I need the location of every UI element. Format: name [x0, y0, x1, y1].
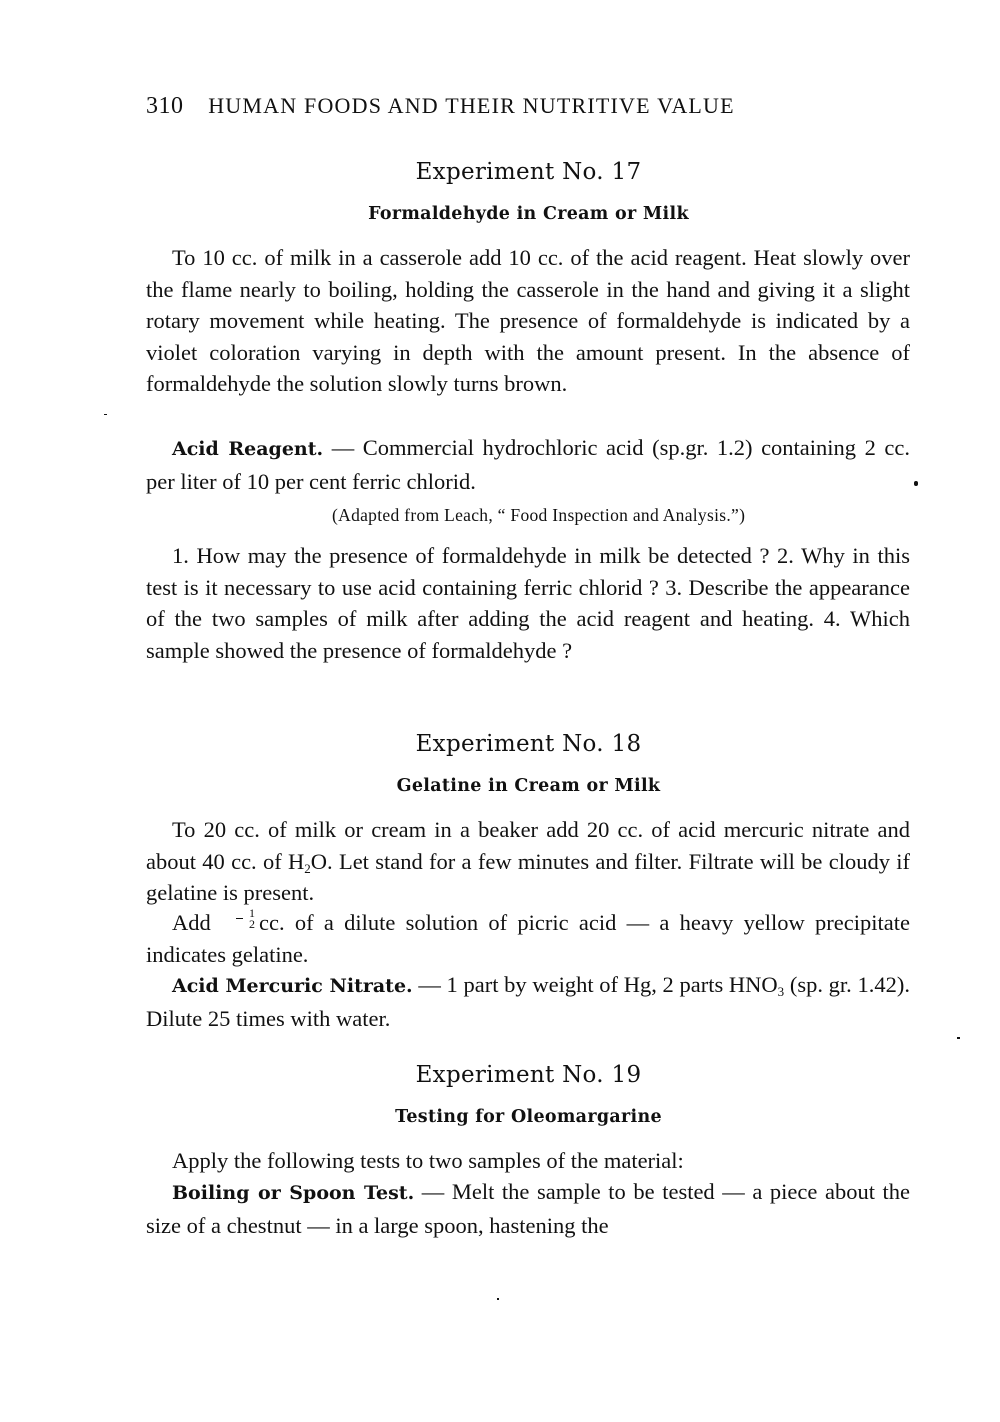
running-title: HUMAN FOODS AND THEIR NUTRITIVE VALUE	[208, 93, 735, 118]
experiment-18-procedure	[146, 814, 910, 909]
experiment-19-title: Experiment No. 19	[415, 1062, 642, 1088]
procedure-text-cont: O. Let stand for a few minutes and filter. Filtrate will be cloudy if gelatine is present.	[146, 848, 910, 906]
experiment-17-procedure: To 10 cc. of milk in a casserole add 10 cc. of the acid reagent. Heat slowly over the flame nearly to boiling, holding the casserole in the hand and giving it a slight rotary movement while heating. The presence of formaldehyde is indicated by a violet coloration varying in depth with the amount present. In the absence of formaldehyde the solution slowly turns brown.	[146, 245, 910, 397]
step-text: Add	[172, 910, 211, 935]
citation: (Adapted from Leach, “ Food Inspection and Analysis.”)	[332, 505, 746, 525]
reagent-label: Acid Mercuric Nitrate.	[172, 975, 413, 997]
subscript: 2	[304, 860, 311, 876]
fraction-one-half	[223, 908, 255, 929]
experiment-18-step-2	[146, 907, 910, 970]
experiment-17-subtitle: Formaldehyde in Cream or Milk	[368, 204, 689, 224]
fraction-denominator: 2	[249, 917, 256, 931]
experiment-18-reagent	[146, 969, 910, 1034]
scan-mark	[914, 481, 918, 486]
fraction-numerator: 1	[249, 906, 256, 920]
test-label: Boiling or Spoon Test.	[172, 1182, 415, 1204]
reagent-label: Acid Reagent.	[172, 438, 324, 460]
procedure-text: To 20 cc. of milk or cream in a beaker add 20 cc. of acid mercuric nitrate and about 40 cc. of H	[146, 817, 910, 874]
experiment-17-questions: 1. How may the presence of formaldehyde in milk be detected ? 2. Why in this test is it necessary to use acid containing ferric chlorid ? 3. Describe the appearance of the two samples of milk after adding the acid reagent and heating. 4. Which sample showed the presence of formaldehyde ?	[146, 543, 910, 663]
experiment-18-subtitle: Gelatine in Cream or Milk	[396, 776, 661, 796]
experiment-17-title: Experiment No. 17	[415, 159, 642, 185]
experiment-19-intro: Apply the following tests to two samples of the material:	[172, 1148, 684, 1173]
scan-mark	[957, 1037, 960, 1039]
reagent-text: — 1 part by weight of Hg, 2 parts HNO	[412, 972, 778, 997]
test-text: — Melt the sample to be tested — a piece about the size of a chestnut — in a large spoon, hastening the	[146, 1179, 911, 1238]
experiment-19-test	[146, 1176, 910, 1241]
running-head	[146, 93, 856, 120]
step-text-cont: cc. of a dilute solution of picric acid — a heavy yellow precipitate indicates gelatine.	[146, 910, 911, 967]
experiment-17-reagent	[146, 432, 910, 497]
scan-mark	[104, 414, 107, 415]
reagent-text-cont: (sp. gr. 1.42). Dilute 25 times with water.	[146, 972, 910, 1031]
experiment-19-subtitle: Testing for Oleomargarine	[395, 1107, 662, 1127]
page-number: 310	[146, 93, 184, 119]
experiment-18-title: Experiment No. 18	[415, 731, 642, 757]
scan-mark	[497, 1298, 499, 1300]
reagent-text: — Commercial hydrochloric acid (sp.gr. 1.2) containing 2 cc. per liter of 10 per cent ferric chlorid.	[146, 435, 911, 494]
subscript: 3	[777, 984, 785, 999]
